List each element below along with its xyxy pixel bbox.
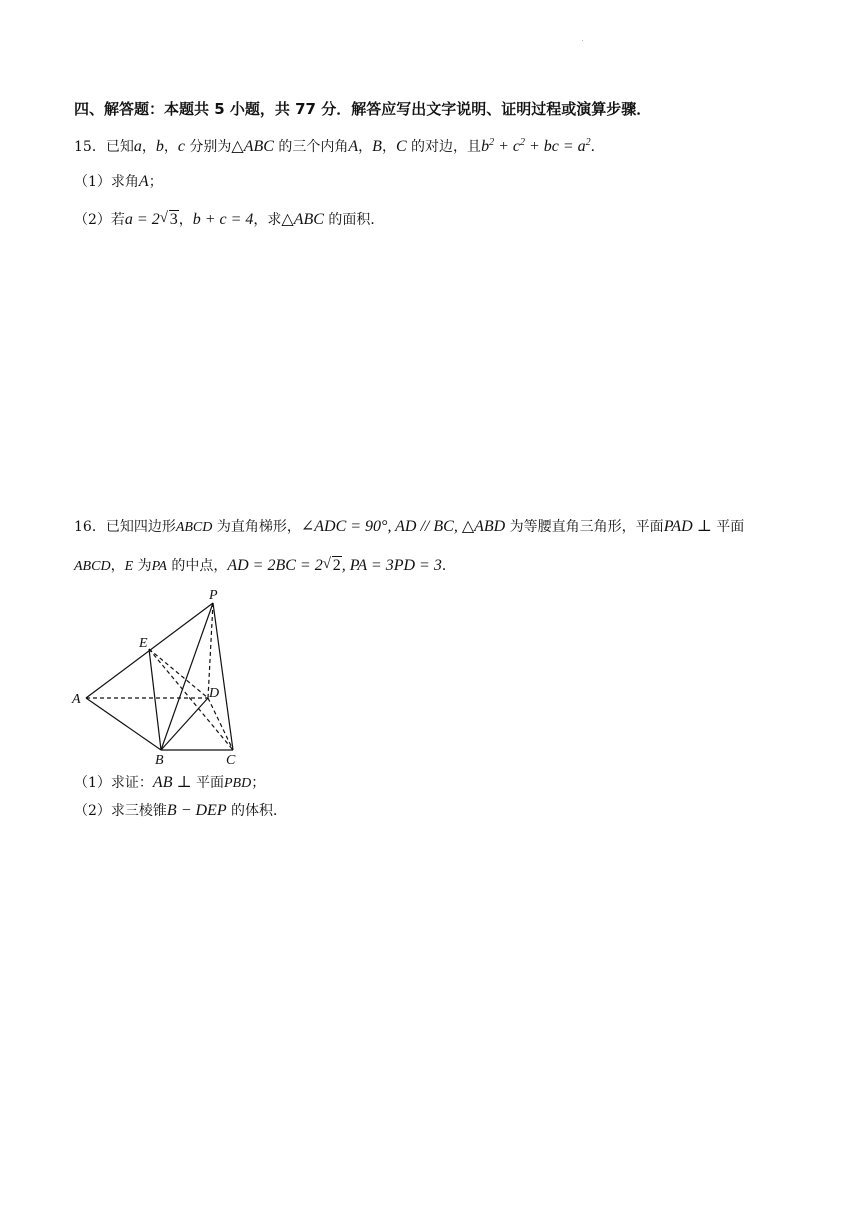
q15-part1-var: A	[138, 173, 149, 190]
q15-part2-a: a = 2	[124, 211, 160, 228]
q16-text: 为直角梯形，	[212, 519, 301, 535]
q16-text: ．	[441, 558, 456, 574]
q15-part2-triangle: △ABC	[281, 211, 324, 228]
pyramid-figure	[66, 586, 246, 771]
q16-equation: AD = 2BC = 2	[227, 557, 323, 574]
edge-bd	[161, 698, 208, 750]
q16-point-e: E	[124, 559, 134, 574]
q16-text: 16．已知四边形	[74, 519, 176, 535]
q15-equation	[481, 138, 591, 155]
q16-text: 的中点，	[166, 558, 228, 574]
q15-angle-a: A	[348, 138, 359, 155]
section-heading: 四、解答题：本题共 5 小题，共 77 分．解答应写出文字说明、证明过程或演算步骤．	[74, 100, 652, 118]
q16-part2-label: （2）求三棱锥	[74, 803, 167, 819]
q16-part1	[74, 773, 265, 794]
q15-text: 的对边，且	[406, 139, 482, 155]
sqrt-symbol	[160, 210, 179, 230]
eq-exponent: 2	[519, 137, 525, 148]
edge-pb	[161, 603, 213, 750]
q15-text: ．	[590, 139, 605, 155]
sqrt-radicand: 2	[332, 557, 341, 574]
eq-term: b	[481, 138, 490, 155]
q15-stem	[74, 137, 605, 157]
edge-ed-hidden	[149, 649, 208, 698]
q16-text: 为	[133, 558, 152, 574]
scan-speck	[582, 40, 583, 41]
edge-ab	[86, 698, 161, 750]
label-p: P	[209, 588, 218, 603]
eq-term: + bc = a	[524, 138, 586, 155]
q16-part2-math: B − DEP	[166, 802, 227, 819]
q15-text: 15．已知	[74, 139, 134, 155]
sqrt-symbol	[323, 556, 342, 576]
q15-var-a: a	[133, 138, 142, 155]
q15-part2	[74, 210, 384, 230]
q15-sep: ，	[178, 212, 193, 228]
eq-exponent: 2	[585, 137, 591, 148]
q16-plane-pbd: PBD	[223, 776, 252, 791]
sqrt-radicand: 3	[169, 211, 178, 228]
q16-stem-line2	[74, 556, 456, 577]
q15-text: ，求	[253, 212, 282, 228]
q15-part2-label: （2）若	[74, 212, 125, 228]
q16-stem-line1	[74, 517, 744, 538]
q16-quad: ABCD	[74, 559, 111, 574]
q15-var-b: b	[155, 138, 164, 155]
q15-triangle: △ABC	[231, 138, 274, 155]
q15-part1-label: （1）求角	[74, 174, 139, 190]
q15-part1-end: ；	[148, 174, 163, 190]
q15-text: 的面积．	[323, 212, 385, 228]
q16-quad: ABCD	[175, 520, 213, 535]
q16-text: 为等腰直角三角形，平面	[505, 519, 664, 535]
q16-text: 平面	[191, 775, 224, 791]
q15-sep: ，	[163, 139, 178, 155]
eq-term: + c	[494, 138, 520, 155]
label-e: E	[139, 636, 148, 651]
q15-text: 的三个内角	[273, 139, 349, 155]
q15-angle-c: C	[395, 138, 407, 155]
label-c: C	[226, 753, 236, 768]
q16-text: 平面	[711, 519, 745, 535]
q16-segment-pa: PA	[151, 559, 167, 574]
q16-part1-label: （1）求证：	[74, 775, 153, 791]
q15-var-c: c	[177, 138, 185, 155]
q15-sep: ，	[141, 139, 156, 155]
q16-text: 的体积．	[226, 803, 288, 819]
q15-part1	[74, 172, 163, 192]
q16-plane-pad: PAD ⊥	[663, 518, 712, 535]
q15-part2-bc: b + c = 4	[192, 211, 254, 228]
edge-eb	[149, 649, 161, 750]
eq-exponent: 2	[489, 137, 495, 148]
q16-text: ；	[251, 775, 266, 791]
edge-pc	[213, 603, 233, 750]
q16-equation: , PA = 3PD = 3	[341, 557, 442, 574]
q16-part2	[74, 801, 287, 821]
q15-sep: ，	[358, 139, 373, 155]
label-d: D	[209, 686, 220, 701]
q16-condition: ∠ADC = 90°, AD // BC, △ABD	[300, 518, 506, 535]
edge-pd-hidden	[208, 603, 213, 698]
q16-text: ，	[110, 558, 125, 574]
label-b: B	[155, 753, 164, 768]
q15-angle-b: B	[372, 138, 382, 155]
q16-part1-math: AB ⊥	[152, 774, 192, 791]
label-a: A	[72, 692, 81, 707]
q15-sep: ，	[381, 139, 396, 155]
q15-text: 分别为	[184, 139, 232, 155]
